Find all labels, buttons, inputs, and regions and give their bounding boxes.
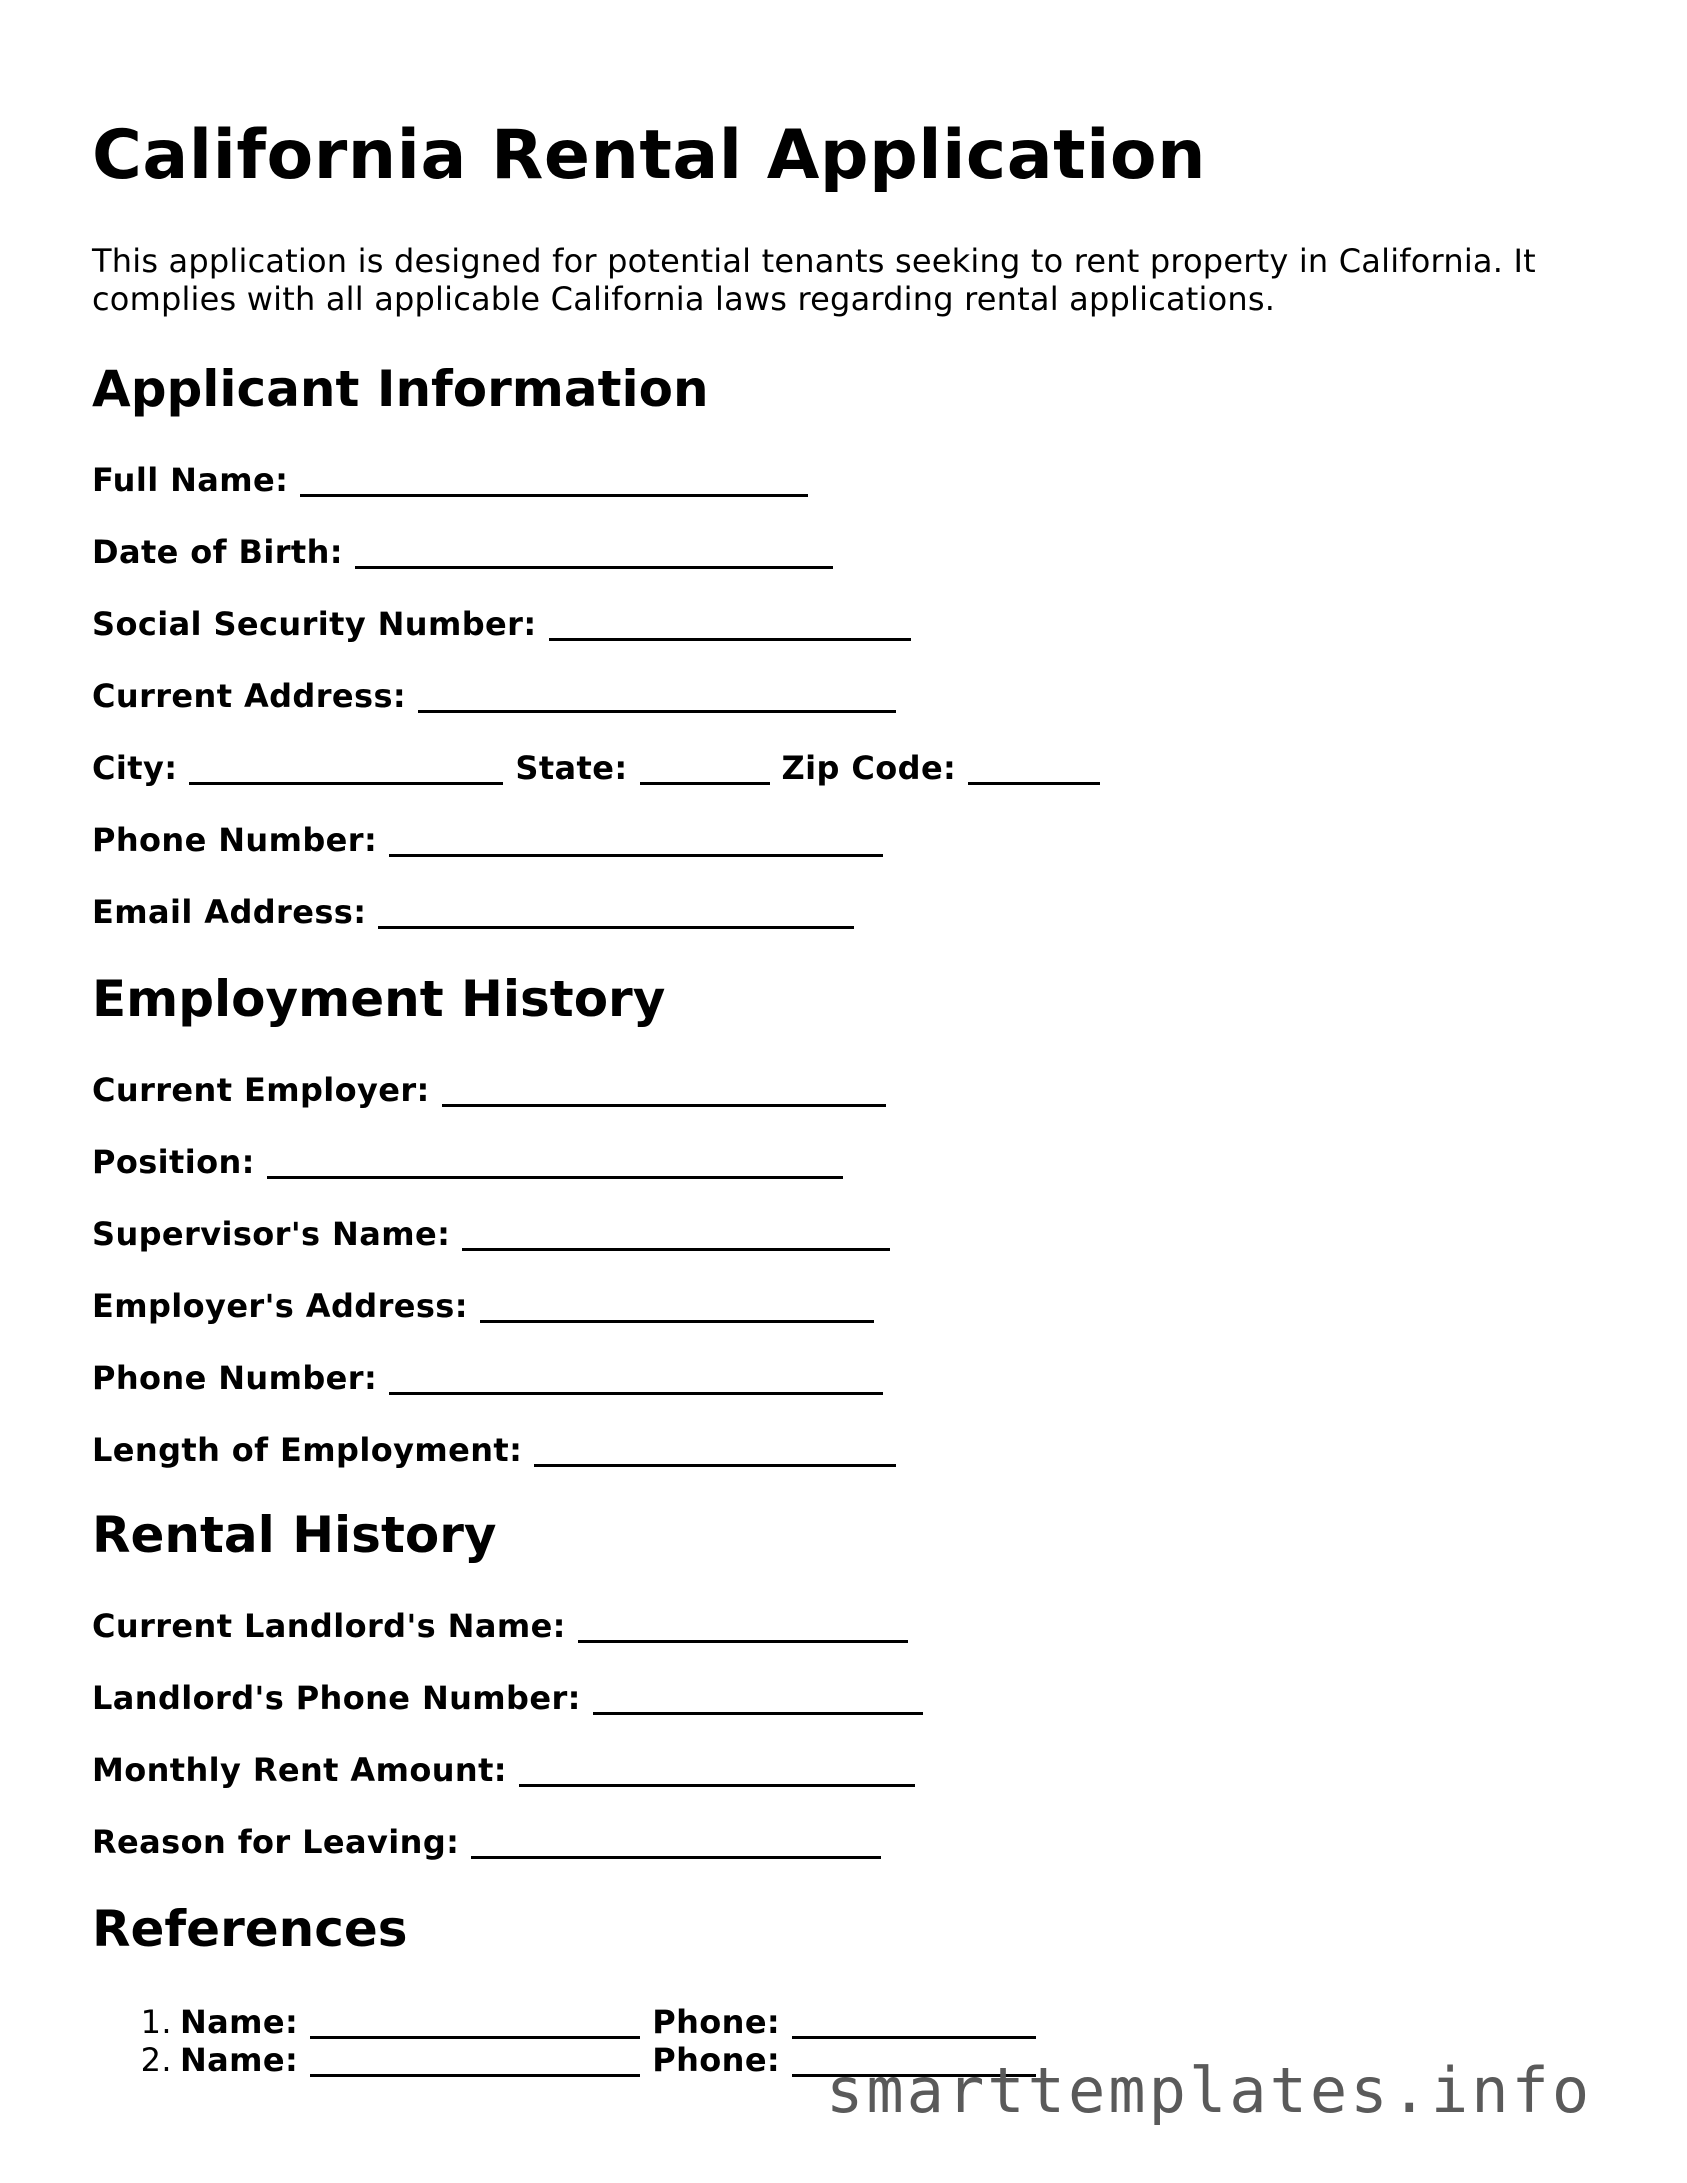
reference-1-phone-blank[interactable] <box>792 2006 1036 2039</box>
field-label: City: <box>92 749 178 787</box>
field-label: Phone: <box>652 2041 781 2079</box>
reason-for-leaving-blank[interactable] <box>471 1826 881 1859</box>
field-position <box>92 1140 843 1181</box>
field-label: Landlord's Phone Number: <box>92 1679 581 1717</box>
field-label: Name: <box>180 2003 299 2041</box>
field-label: Employer's Address: <box>92 1287 468 1325</box>
field-label: Current Landlord's Name: <box>92 1607 566 1645</box>
field-label: Phone Number: <box>92 1359 378 1397</box>
field-label: Date of Birth: <box>92 533 343 571</box>
length-of-employment-blank[interactable] <box>534 1434 896 1467</box>
field-label: Current Employer: <box>92 1071 430 1109</box>
monthly-rent-blank[interactable] <box>519 1754 915 1787</box>
ssn-blank[interactable] <box>549 608 911 641</box>
section-heading-employment: Employment History <box>92 970 666 1028</box>
phone-number-blank[interactable] <box>389 824 883 857</box>
field-length-of-employment <box>92 1428 896 1469</box>
field-label: Monthly Rent Amount: <box>92 1751 507 1789</box>
field-label: Name: <box>180 2041 299 2079</box>
current-employer-blank[interactable] <box>442 1074 886 1107</box>
employer-address-blank[interactable] <box>480 1290 874 1323</box>
field-ssn <box>92 602 911 643</box>
field-employer-phone <box>92 1356 883 1397</box>
field-label: Reason for Leaving: <box>92 1823 460 1861</box>
section-heading-applicant: Applicant Information <box>92 360 709 418</box>
supervisor-name-blank[interactable] <box>462 1218 890 1251</box>
page-title: California Rental Application <box>92 116 1207 195</box>
field-current-employer <box>92 1068 886 1109</box>
employer-phone-blank[interactable] <box>389 1362 883 1395</box>
field-current-address <box>92 674 896 715</box>
landlord-name-blank[interactable] <box>578 1610 908 1643</box>
field-landlord-phone <box>92 1676 923 1717</box>
landlord-phone-blank[interactable] <box>593 1682 923 1715</box>
section-heading-references: References <box>92 1900 408 1958</box>
state-blank[interactable] <box>640 752 770 785</box>
field-date-of-birth <box>92 530 833 571</box>
current-address-blank[interactable] <box>418 680 896 713</box>
field-label: Phone Number: <box>92 821 378 859</box>
position-blank[interactable] <box>267 1146 843 1179</box>
list-item <box>92 2000 1036 2041</box>
list-number: 2. <box>140 2041 172 2079</box>
city-blank[interactable] <box>189 752 503 785</box>
field-monthly-rent <box>92 1748 915 1789</box>
zip-code-blank[interactable] <box>968 752 1100 785</box>
date-of-birth-blank[interactable] <box>355 536 833 569</box>
field-email-address <box>92 890 854 931</box>
full-name-blank[interactable] <box>300 464 808 497</box>
field-label: Phone: <box>652 2003 781 2041</box>
list-number: 1. <box>140 2003 172 2041</box>
field-label: Length of Employment: <box>92 1431 523 1469</box>
field-full-name <box>92 458 808 499</box>
reference-2-name-blank[interactable] <box>310 2044 640 2077</box>
watermark: smarttemplates.info <box>826 2054 1593 2127</box>
field-label: Full Name: <box>92 461 289 499</box>
field-label: Supervisor's Name: <box>92 1215 451 1253</box>
field-phone-number <box>92 818 883 859</box>
field-label: Social Security Number: <box>92 605 537 643</box>
field-label: Email Address: <box>92 893 367 931</box>
reference-1-name-blank[interactable] <box>310 2006 640 2039</box>
field-label: State: <box>515 749 628 787</box>
field-supervisor-name <box>92 1212 890 1253</box>
field-label: Position: <box>92 1143 255 1181</box>
field-label: Zip Code: <box>781 749 957 787</box>
field-label: Current Address: <box>92 677 407 715</box>
field-employer-address <box>92 1284 874 1325</box>
intro-paragraph: This application is designed for potential tenants seeking to rent property in California. It complies with all applicable California laws regarding rental applications. <box>92 242 1536 318</box>
section-heading-rental: Rental History <box>92 1506 497 1564</box>
field-reason-for-leaving <box>92 1820 881 1861</box>
field-landlord-name <box>92 1604 908 1645</box>
field-city-state-zip <box>92 746 1100 787</box>
email-address-blank[interactable] <box>378 896 854 929</box>
